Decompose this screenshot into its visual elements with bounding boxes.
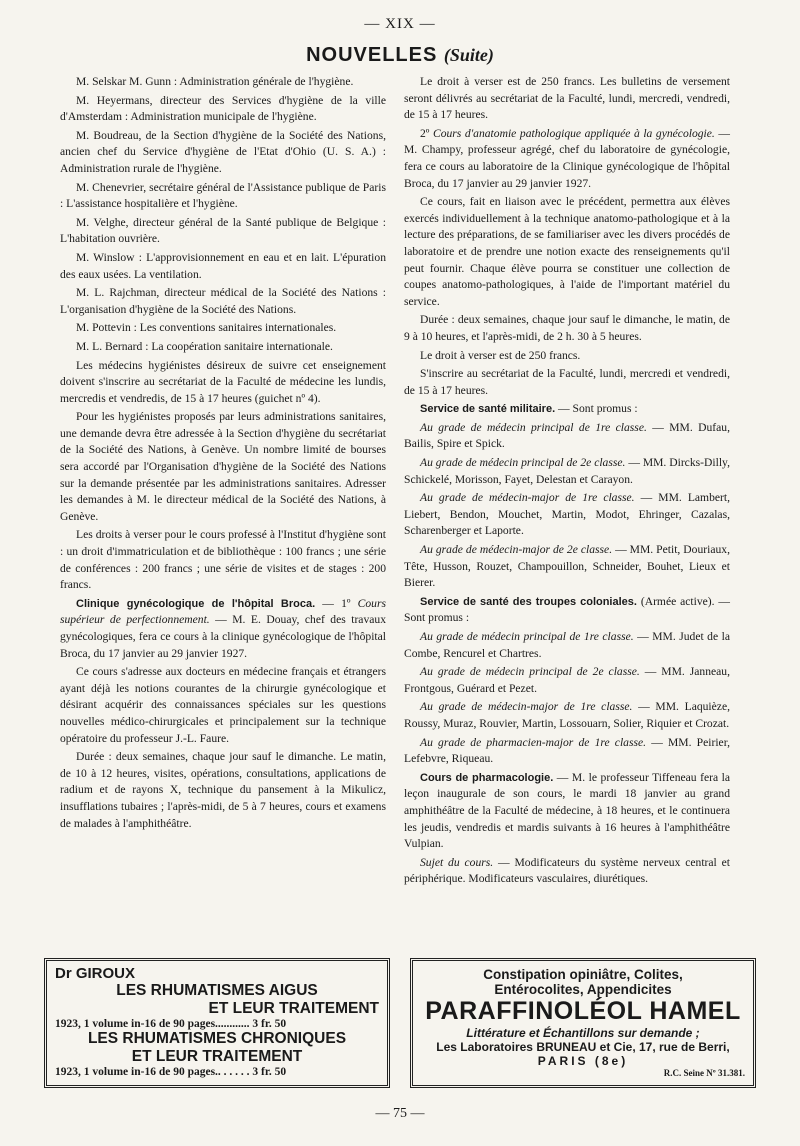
- promotion-grade: Au grade de pharmacien-major de 1re classe.: [420, 735, 647, 749]
- broca-announcement: [60, 596, 386, 662]
- ad-laboratory: Les Laboratoires BRUNEAU et Cie, 17, rue de Berri,: [436, 1040, 730, 1054]
- page-title: [0, 44, 800, 67]
- ad-edition-line: 1923, 1 volume in-16 de 90 pages............ 3 fr. 50: [55, 1018, 287, 1030]
- promotion-item: [404, 735, 730, 768]
- promotion-item: [404, 629, 730, 662]
- ad-book-title: ET LEUR TRAITEMENT: [208, 1000, 379, 1017]
- lecture-item: M. L. Rajchman, directeur médical de la Société des Nations : L'organisation d'hygiène de la Société des Nations.: [60, 286, 386, 316]
- ad-brand-name: PARAFFINOLÉOL HAMEL: [425, 997, 741, 1025]
- colonial-intro: (Armée active). — Sont promus :: [404, 594, 730, 625]
- promotion-names: — MM. Petit, Douriaux, Tête, Husson, Rouzet, Champouillon, Schneider, Bouhet, Lieux et Bierer.: [404, 543, 730, 590]
- ad-city: PARIS (8e): [537, 1054, 629, 1068]
- course-subject-text: — Modificateurs du système nerveux central et périphérique. Modificateurs vasculaires, diurétiques.: [404, 855, 731, 886]
- scholarship-paragraph: Pour les hygiénistes proposés par leurs administrations sanitaires, une demande devra être adressée à la Section d'hygiène du secrétariat de la Société des Nations, à Genève. Un nombre limité de bourses sera accordé par l'Organisation d'hygiène de la Société des Nations sur la demande présentée par les administrations sanitaires. Adresser les demandes à M. le directeur médical de la Société des Nations, à Genève.: [60, 410, 386, 523]
- promotion-names: — MM. Judet de la Combe, Rencurel et Chartres.: [404, 630, 730, 660]
- military-intro: — Sont promus :: [555, 402, 638, 416]
- page-footer-number: — 75 —: [375, 1106, 425, 1121]
- anatomy-course-paragraph: [404, 126, 730, 192]
- advertisement-giroux: [44, 958, 390, 1088]
- lecture-item: M. Winslow : L'approvisionnement en eau et en lait. L'épuration des eaux usées. La ventilation.: [60, 250, 386, 281]
- course-subject-label: Sujet du cours.: [420, 855, 494, 869]
- broca-paragraph: Ce cours s'adresse aux docteurs en médecine français et étrangers ayant déjà les notions courantes de la chirurgie gynécologique et désirant acquérir des connaissances spéciales sur les questions nouvelles médico-chirurgicales et principalement sur la technique opératoire du professeur J.-L. Faure.: [60, 665, 386, 745]
- ad-tagline: Littérature et Échantillons sur demande ;: [466, 1026, 700, 1040]
- broca-text: — M. E. Douay, chef des travaux gynécologiques, fera ce cours à la clinique gynécologique de l'hôpital Broca, du 17 janvier au 29 janvier 1927.: [60, 613, 386, 660]
- pharmacology-text: — M. le professeur Tiffeneau fera la leçon inaugurale de son cours, le mardi 18 janvier au grand amphithéâtre de la Faculté de médecine, à 18 heures, et le continuera les jeudis, vendredis et mardis suivants à 16 heures à l'amphithéâtre Vulpian.: [404, 770, 730, 851]
- title-suffix: (Suite): [443, 45, 494, 65]
- promotion-item: [404, 699, 730, 732]
- colonial-heading: Service de santé des troupes coloniales.: [420, 595, 637, 608]
- right-column: [404, 74, 730, 890]
- pharmacology-paragraph: [404, 770, 730, 853]
- broca-heading: Clinique gynécologique de l'hôpital Broca.: [76, 597, 316, 610]
- course-fee: Le droit à verser est de 250 francs.: [420, 348, 581, 362]
- anatomy-course-number: 2º: [420, 126, 433, 140]
- promotion-names: — MM. Lambert, Liebert, Bendon, Mouchet, Martin, Modot, Ehringer, Cazalas, Scharenberger et Laporte.: [404, 491, 730, 538]
- ad-book-title: ET LEUR TRAITEMENT: [131, 1048, 303, 1065]
- colonial-service-paragraph: [404, 594, 730, 627]
- course-subject-paragraph: [404, 855, 730, 888]
- promotion-names: — MM. Dufau, Bailis, Spire et Spick.: [404, 420, 730, 451]
- ad-book-title: LES RHUMATISMES CHRONIQUES: [87, 1030, 347, 1047]
- broca-course-title: Cours supérieur de perfectionnement.: [60, 596, 386, 627]
- promotion-grade: Au grade de médecin principal de 1re classe.: [420, 420, 647, 434]
- promotion-grade: Au grade de médecin-major de 1re classe.: [420, 700, 633, 714]
- lecture-item: M. Velghe, directeur général de la Santé publique de Belgique : L'habitation ouvrière.: [60, 215, 386, 246]
- promotion-grade: Au grade de médecin principal de 1re classe.: [420, 630, 634, 643]
- ad-author: Dr GIROUX: [55, 965, 136, 982]
- anatomy-course-title: Cours d'anatomie pathologique appliquée à la gynécologie.: [432, 126, 715, 140]
- anatomy-course-text: — M. Champy, professeur agrégé, chef du laboratoire de gynécologie, fera ce cours au laboratoire de la Clinique gynécologique de l'hôpital Broca, du 17 janvier au 29 janvier 1927.: [404, 126, 730, 190]
- promotion-grade: Au grade de médecin-major de 1re classe.: [420, 491, 635, 505]
- promotion-item: [404, 420, 730, 453]
- promotion-names: — MM. Peirier, Lefebvre, Riqueau.: [404, 735, 730, 766]
- lecture-item: M. L. Bernard : La coopération sanitaire internationale.: [76, 339, 333, 353]
- promotion-item: [404, 490, 730, 540]
- broca-intro: — 1º: [315, 596, 358, 610]
- lecture-item: M. Boudreau, de la Section d'hygiène de la Société des Nations, ancien chef du Service d'hygiène de l'Etat d'Ohio (U. S. A.) : Administration rurale de l'hygiène.: [60, 128, 386, 175]
- lecture-item: M. Selskar M. Gunn : Administration générale de l'hygiène.: [76, 75, 354, 88]
- lecture-item: M. Heyermans, directeur des Services d'hygiène de la ville d'Amsterdam : Administration municipale de l'hygiène.: [60, 93, 386, 124]
- course-duration: Durée : deux semaines, chaque jour sauf le dimanche, le matin, de 9 à 10 heures, et l'après-midi, de 2 h. 30 à 5 heures.: [404, 313, 730, 343]
- advertisement-paraffinoleol: [410, 958, 756, 1088]
- promotion-item: [404, 542, 730, 592]
- fee-paragraph: Le droit à verser est de 250 francs. Les bulletins de versement seront délivrés au secrétariat de la Faculté, lundi, mercredi, vendredi, de 15 à 17 heures.: [404, 75, 730, 122]
- course-registration: S'inscrire au secrétariat de la Faculté, lundi, mercredi et vendredi, de 15 à 17 heures.: [404, 367, 730, 397]
- course-description: Ce cours, fait en liaison avec le précédent, permettra aux élèves exercés individuellement à la technique anatomo-pathologique et à la lecture des préparations, de se familiariser avec les divers procédés de laboratoire et de prendre une notion exacte des renseignements qu'il peut fournir. Chaque élève pourra se constituer une collection de coupes anatomo-pathologiques, à l'aide de l'important matériel du service.: [404, 195, 730, 308]
- ad-registration: R.C. Seine Nº 31.381.: [663, 1068, 745, 1078]
- promotion-names: — MM. Laquièze, Roussy, Muraz, Rouvier, Martin, Lossouarn, Solier, Riquier et Crozat.: [404, 700, 730, 730]
- title-main: NOUVELLES: [306, 44, 438, 66]
- fees-paragraph: Les droits à verser pour le cours professé à l'Institut d'hygiène sont : un droit d'immatriculation et de bibliothèque : 100 francs ; une série de conférences : 200 francs ; une série de visites et de stages : 200 francs.: [60, 528, 386, 592]
- pharmacology-heading: Cours de pharmacologie.: [420, 771, 554, 784]
- ad-indication: Constipation opiniâtre, Colites,: [483, 967, 683, 982]
- lecture-item: M. Chenevrier, secrétaire général de l'Assistance publique de Paris : L'assistance hospitalière et l'hygiène.: [60, 180, 386, 211]
- promotion-item: [404, 455, 730, 488]
- promotion-grade: Au grade de médecin-major de 2e classe.: [420, 543, 613, 557]
- promotion-grade: Au grade de médecin principal de 2e classe.: [420, 665, 640, 679]
- promotion-names: — MM. Janneau, Frontgous, Guérard et Pezet.: [404, 665, 730, 695]
- promotion-names: — MM. Dircks-Dilly, Schickelé, Morisson, Fayet, Delestan et Carayon.: [404, 456, 730, 486]
- broca-paragraph: Durée : deux semaines, chaque jour sauf le dimanche. Le matin, de 10 à 12 heures, visites, opérations, consultations, applications de radium et de rayons X, technique du pansement à la Mikulicz, insufflations tubaires ; l'après-midi, de 5 à 7 heures, cours et examens de malades à l'amphithéâtre.: [60, 750, 386, 830]
- lecture-item: M. Pottevin : Les conventions sanitaires internationales.: [76, 321, 337, 335]
- promotion-grade: Au grade de médecin principal de 2e classe.: [420, 456, 626, 470]
- promotion-item: [404, 664, 730, 697]
- military-heading: Service de santé militaire.: [420, 403, 556, 416]
- military-service-paragraph: [404, 401, 730, 418]
- ad-indication: Entérocolites, Appendicites: [494, 982, 672, 997]
- ad-book-title: LES RHUMATISMES AIGUS: [116, 982, 318, 999]
- left-column: [60, 74, 386, 834]
- page-roman-number: — XIX —: [364, 16, 436, 32]
- ad-edition-line: 1923, 1 volume in-16 de 90 pages.. . . . . . 3 fr. 50: [55, 1066, 287, 1078]
- enrollment-paragraph: Les médecins hygiénistes désireux de suivre cet enseignement doivent s'inscrire au secrétariat de la Faculté de médecine les lundis, mercredis et vendredis, de 15 à 17 heures (guichet nº 4).: [60, 358, 386, 405]
